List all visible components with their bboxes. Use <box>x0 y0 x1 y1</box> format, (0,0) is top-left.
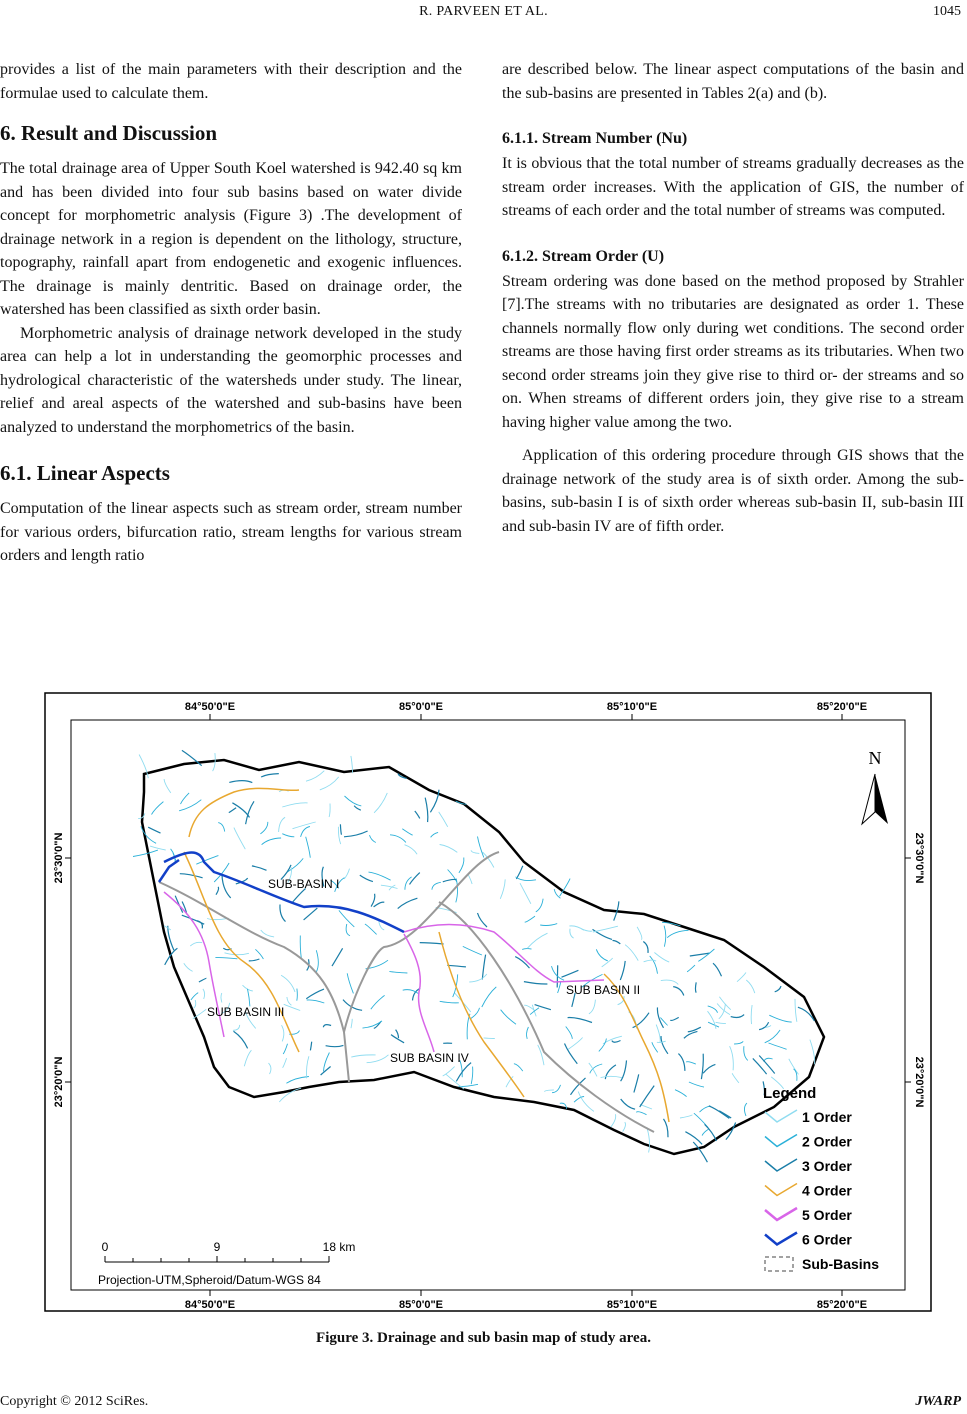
journal-name: JWARP <box>915 1394 961 1409</box>
subsection-heading: 6.1.2. Stream Order (U) <box>502 247 665 265</box>
left-tick: 23°20'0"N <box>53 1056 65 1108</box>
top-tick: 85°0'0"E <box>398 701 444 713</box>
paragraph: provides a list of the main parameters with their description and the formulae used to calculate them. <box>0 61 462 102</box>
scale-label: 18 km <box>322 1240 356 1254</box>
paragraph: are described below. The linear aspect computations of the basin and the sub-basins are presented in Tables 2(a) and (b). <box>502 61 964 102</box>
projection-note: Projection-UTM,Spheroid/Datum-WGS 84 <box>98 1273 321 1287</box>
sub-basin-label: SUB BASIN II <box>566 983 641 997</box>
drainage-map <box>44 692 932 1316</box>
subsection-heading: 6.1.1. Stream Number (Nu) <box>502 130 688 147</box>
section-heading: 6. Result and Discussion <box>0 121 218 145</box>
north-label: N <box>868 748 882 768</box>
page-header <box>0 0 967 28</box>
right-tick: 23°30'0"N <box>913 832 925 884</box>
legend-label: 2 Order <box>802 1133 852 1150</box>
figure-caption: Figure 3. Drainage and sub basin map of study area. <box>316 1330 651 1346</box>
legend-label: 4 Order <box>802 1182 852 1199</box>
sub-basin-label: SUB BASIN IV <box>390 1051 469 1065</box>
legend-label: Sub-Basins <box>802 1256 880 1272</box>
legend-label: 6 Order <box>802 1231 852 1248</box>
right-tick: 23°20'0"N <box>913 1056 925 1108</box>
paragraph: Application of this ordering procedure through GIS shows that the drainage network of the study area is of sixth order. Among the sub-basins, sub-basin I is of sixth order whereas sub-basin II, sub-basin III and sub-basin IV are of fifth order. <box>502 447 964 535</box>
scale-label: 9 <box>213 1240 221 1254</box>
left-tick: 23°30'0"N <box>53 832 65 884</box>
bottom-tick: 85°20'0"E <box>816 1299 868 1311</box>
page-number: 1045 <box>933 4 961 19</box>
stream-segment <box>695 982 696 992</box>
section-heading: 6.1. Linear Aspects <box>0 461 170 485</box>
paragraph: Morphometric analysis of drainage network developed in the study area can help a lot in understanding the geomorphic processes and hydrological characteristic of the watersheds under study. The linear, relief and areal aspects of the watershed and sub-basins have been analyzed to understand the morphometrics of the basin. <box>0 324 462 436</box>
left-column <box>0 58 462 568</box>
bottom-tick: 85°10'0"E <box>606 1299 658 1311</box>
sub-basin-label: SUB BASIN III <box>207 1005 285 1019</box>
paragraph: It is obvious that the total number of streams gradually decreases as the stream order increases. With the application of GIS, the number of streams of each order and the total number of streams was computed. <box>502 155 964 219</box>
legend-label: 3 Order <box>802 1158 852 1174</box>
top-tick: 85°20'0"E <box>816 701 868 713</box>
copyright: Copyright © 2012 SciRes. <box>0 1394 149 1409</box>
scale-label: 0 <box>101 1240 109 1254</box>
bottom-tick: 84°50'0"E <box>184 1299 236 1311</box>
sub-basin-label: SUB-BASIN I <box>268 877 340 891</box>
paragraph: The total drainage area of Upper South Koel watershed is 942.40 sq km and has been divided into four sub basins based on water divide concept for morphometric analysis (Figure 3) .The development of drainage network in a region is dependent on the lithology, structure, topography, rainfall apart from endogenetic and exogenic influences. The drainage is mainly dentritic. Based on drainage order, the watershed has been classified as sixth order basin. <box>0 160 462 318</box>
bottom-tick: 85°0'0"E <box>398 1299 444 1311</box>
running-head: R. PARVEEN ET AL. <box>419 4 548 19</box>
legend-title: Legend <box>763 1085 817 1102</box>
legend-label: 1 Order <box>802 1109 852 1125</box>
paragraph: Stream ordering was done based on the method proposed by Strahler [7].The streams with no tributaries are designated as order 1. These channels normally flow only during wet conditions. The second order streams are those having first order streams as its tributaries. When two second order streams join they give rise to third or- der streams and so on. When streams of different orders join, they give rise to a stream having higher value among the two. <box>502 272 964 431</box>
stream-segment <box>297 989 298 1001</box>
top-tick: 85°10'0"E <box>606 701 658 713</box>
drainage-map-figure <box>44 692 932 1316</box>
right-column <box>502 58 964 538</box>
paragraph: Computation of the linear aspects such as stream order, stream number for various orders, bifurcation ratio, stream lengths for various stream orders and length ratio <box>0 500 462 564</box>
legend-label: 5 Order <box>802 1207 852 1223</box>
top-tick: 84°50'0"E <box>184 701 236 713</box>
